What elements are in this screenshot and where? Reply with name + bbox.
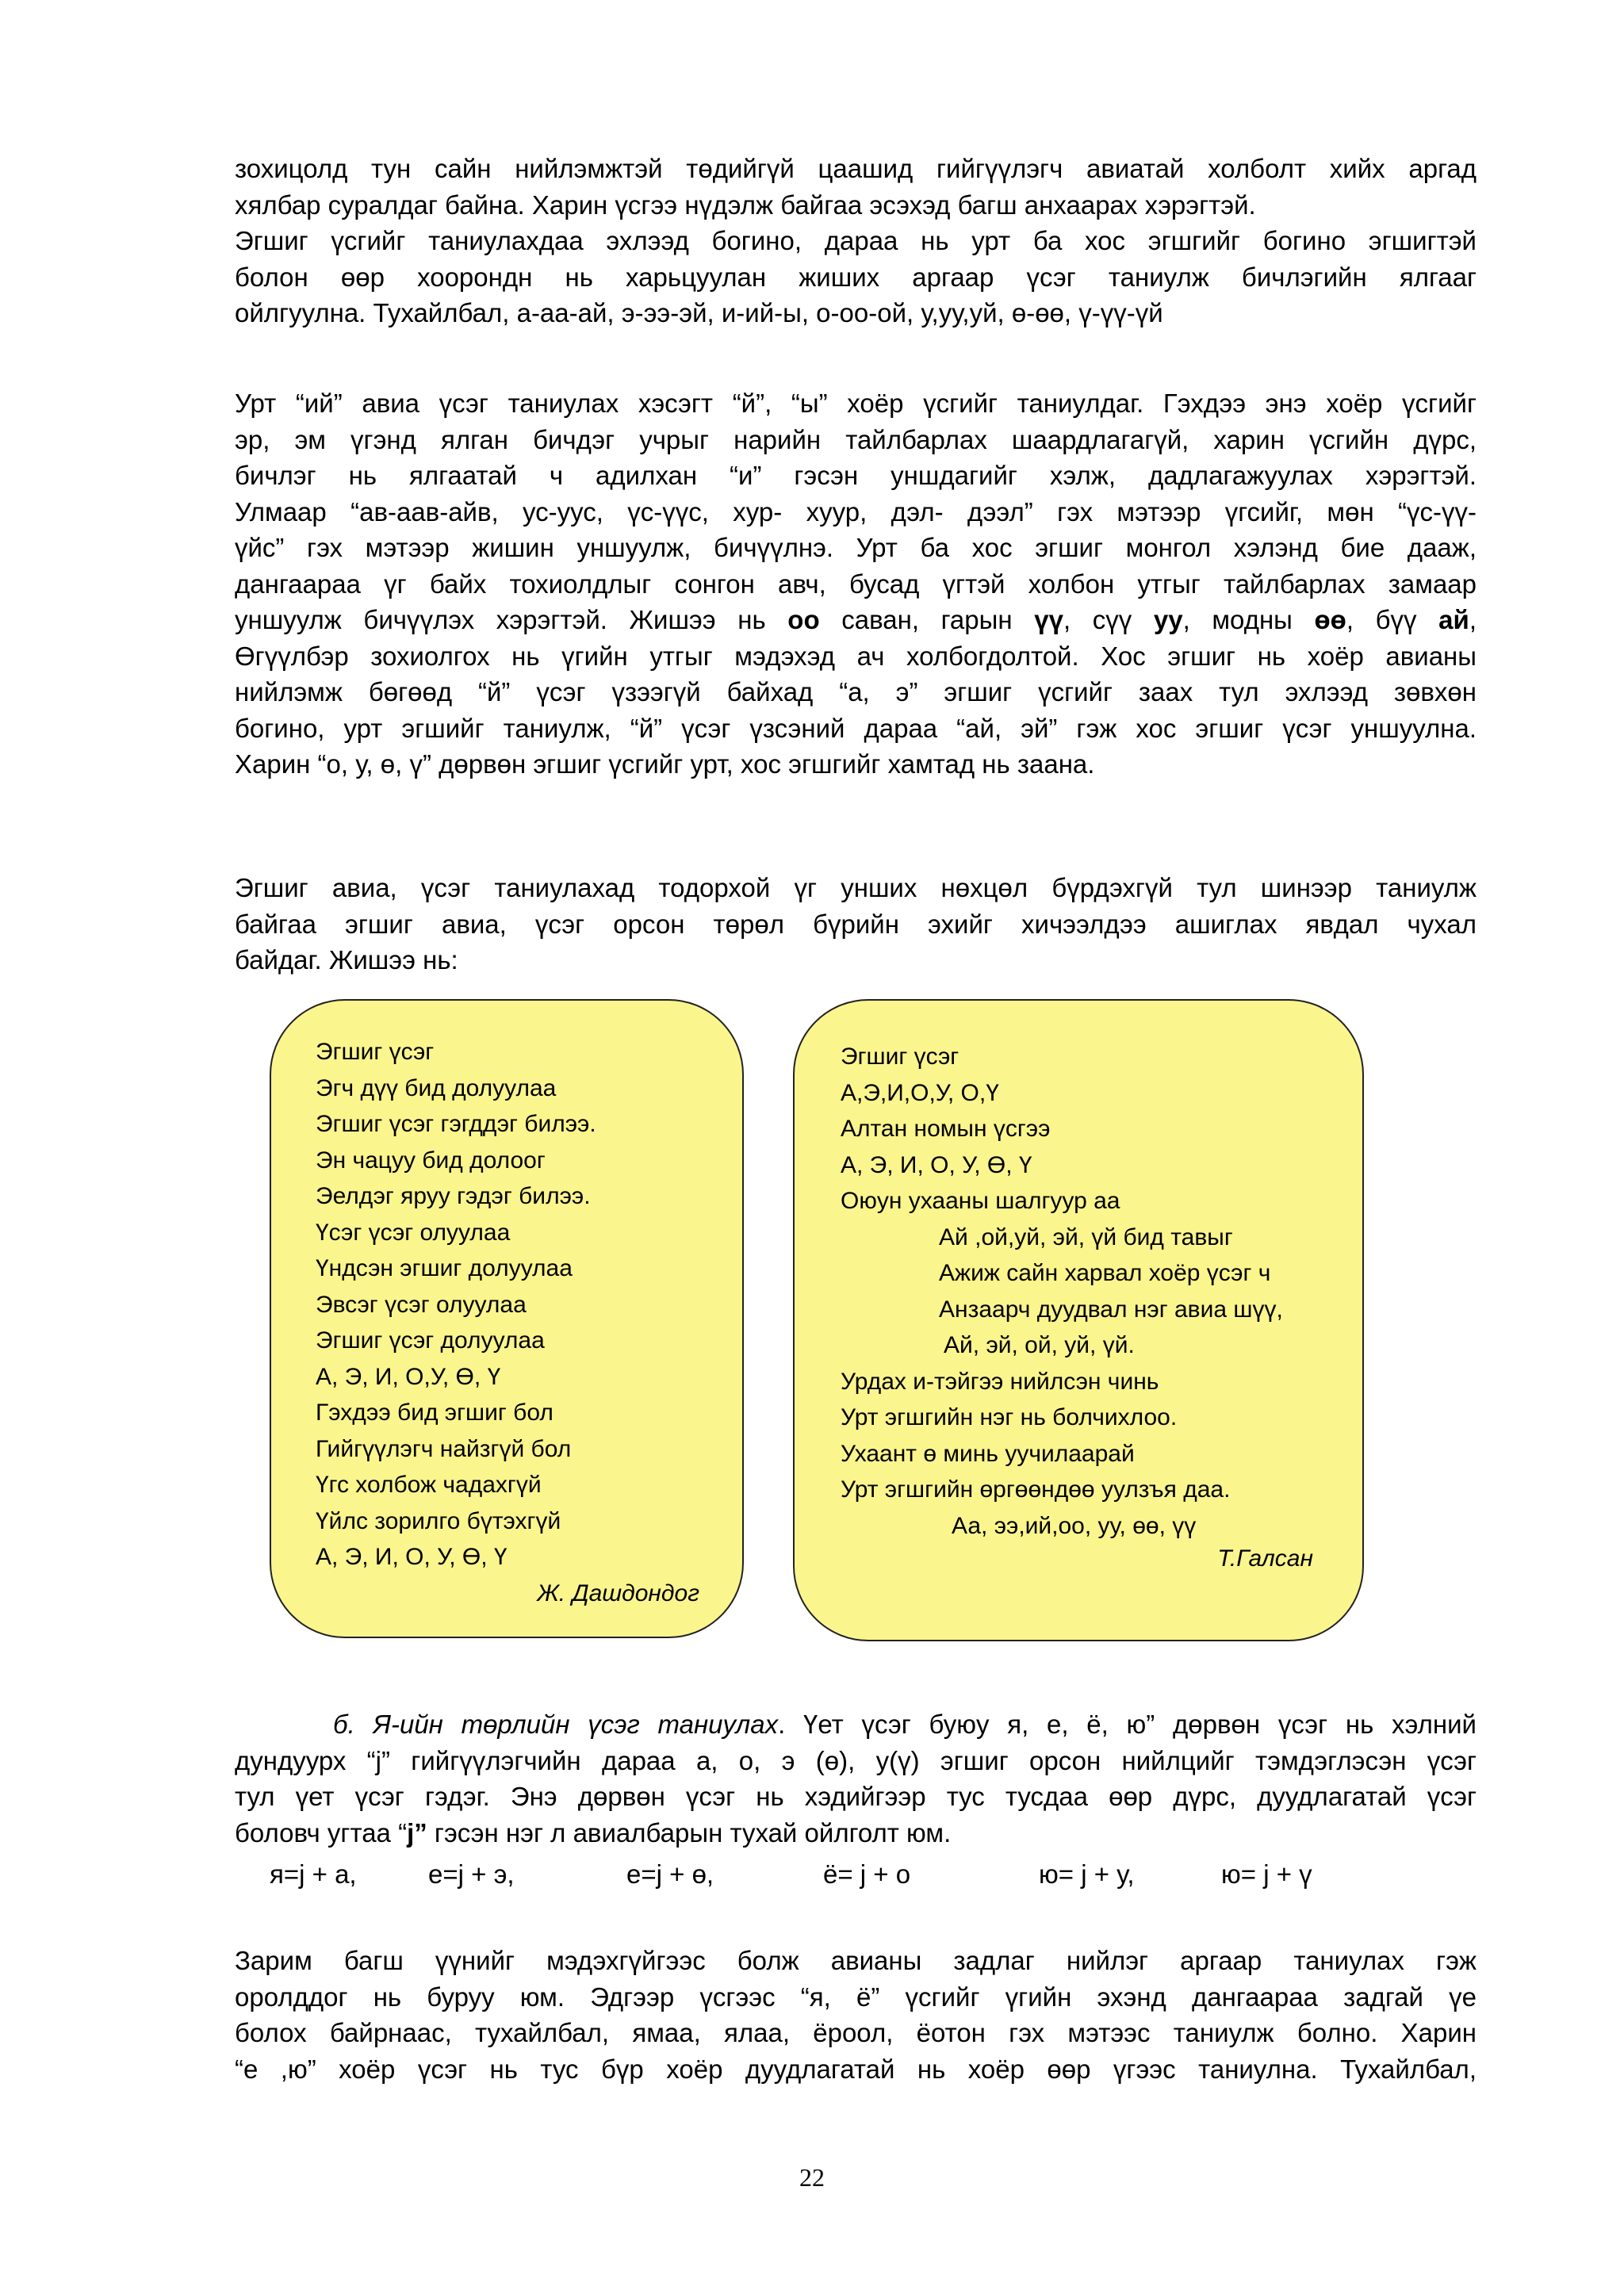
- text-line: Зарим багш үүнийг мэдэхгүйгээс болж авианы задлаг нийлэг аргаар таниулах гэж: [235, 1946, 1477, 1975]
- poem-line: Үйлс зорилго бүтэхгүй: [316, 1507, 561, 1534]
- text-line: [235, 1815, 1477, 1851]
- text-line: Харин “о, у, ө, ү” дөрвөн эгшиг үсгийг урт, хос эгшгийг хамтад нь заана.: [235, 749, 1095, 779]
- text-line: Улмаар “ав-аав-айв, ус-уус, үс-үүс, хур- хуур, дэл- дээл” гэх мэтээр үгсийг, мөн “үс-үү-: [235, 496, 1477, 527]
- poem-line: Анзаарч дуудвал нэг авиа шүү,: [939, 1296, 1283, 1323]
- paragraph-2: [235, 385, 1477, 783]
- poem-line: Ухаант ө минь уучилаарай: [841, 1440, 1135, 1467]
- poem-line: Үсэг үсэг олуулаа: [316, 1219, 511, 1246]
- text-run: боловч угтаа “: [235, 1817, 408, 1848]
- equation: я=j + а,: [270, 1859, 357, 1889]
- bold-word: уу: [1153, 605, 1183, 634]
- poem-line: Эгч дүү бид долуулаа: [316, 1074, 557, 1101]
- poem-line: Үгс холбож чадахгүй: [316, 1472, 542, 1498]
- poem-line: А, Э, И, О, У, Ө, Ү: [841, 1151, 1032, 1178]
- text-line: Урт “ий” авиа үсэг таниулах хэсэгт “й”, “ы” хоёр үсгийг таниулдаг. Гэхдээ энэ хоёр үсгийг: [235, 389, 1477, 418]
- text-run: , сүү: [1063, 605, 1154, 634]
- poem-line: Аа, ээ,ий,оо, уу, өө, үү: [952, 1512, 1197, 1539]
- text-line: [235, 602, 1477, 638]
- bold-letter: j”: [407, 1817, 427, 1848]
- paragraph-3: [235, 870, 1477, 978]
- text-line: [235, 1706, 1477, 1743]
- text-line: Эгшиг үсгийг таниулахдаа эхлээд богино, дараа нь урт ба хос эгшгийг богино эгшигтэй: [235, 226, 1477, 255]
- bold-word: өө: [1314, 605, 1346, 634]
- poem-line: Ай, эй, ой, уй, үй.: [944, 1332, 1135, 1358]
- text-line: Өгүүлбэр зохиолгох нь үгийн утгыг мэдэхэд ач холбогдолтой. Хос эгшиг нь хоёр авианы: [235, 641, 1477, 671]
- poem-line: Эелдэг яруу гэдэг билээ.: [316, 1183, 591, 1209]
- paragraph-4: [235, 1706, 1477, 1851]
- poem-line: Гэхдээ бид эгшиг бол: [316, 1400, 553, 1426]
- text-line: хялбар суралдаг байна. Харин үсгээ нүдэлж байгаа эсэхэд багш анхаарах хэрэгтэй.: [235, 190, 1256, 220]
- poem-author: Ж. Дашдондог: [537, 1580, 699, 1606]
- bold-word: оо: [787, 605, 820, 634]
- text-line: Эгшиг авиа, үсэг таниулахад тодорхой үг унших нөхцөл бүрдэхгүй тул шинээр таниулж: [235, 873, 1477, 902]
- poem-line: Алтан номын үсгээ: [841, 1116, 1051, 1142]
- text-line: байдаг. Жишээ нь:: [235, 945, 458, 975]
- text-line: “е ,ю” хоёр үсэг нь тус бүр хоёр дуудлагатай нь хоёр өөр үгээс таниулна. Тухайлбал,: [235, 2054, 1477, 2084]
- text-run: . Үет үсэг буюу я, е, ё, ю” дөрвөн үсэг нь хэлний: [778, 1710, 1477, 1739]
- equation: е=j + ө,: [626, 1859, 714, 1889]
- poem-line: Эгшиг үсэг гэгддэг билээ.: [316, 1111, 596, 1137]
- text-line: дангаараа үг байх тохиолдлыг сонгон авч, бусад үгтэй холбон утгыг тайлбарлах замаар: [235, 569, 1477, 599]
- text-run: гэсэн нэг л авиалбарын тухай ойлголт юм.: [427, 1817, 952, 1848]
- poem-line: Ай ,ой,уй, эй, үй бид тавыг: [939, 1223, 1233, 1250]
- poem-line: Урт эгшгийн нэг нь болчихлоо.: [841, 1404, 1178, 1430]
- paragraph-5: [235, 1943, 1477, 2087]
- text-line: зохицолд тун сайн нийлэмжтэй төдийгүй цаашид гийгүүлэгч авиатай холболт хийх аргад: [235, 154, 1477, 183]
- text-line: богино, урт эгшийг таниулж, “й” үсэг үзсэний дараа “ай, эй” гэж хос эгшиг үсэг уншуулна.: [235, 713, 1477, 743]
- text-line: тул үет үсэг гэдэг. Энэ дөрвөн үсэг нь хэдийгээр тус тусдаа өөр дүрс, дуудлагатай үсэг: [235, 1782, 1477, 1811]
- text-line: оролддог нь буруу юм. Эдгээр үсгээс “я, ё” үсгийг үгийн эхэнд дангаараа задгай үе: [235, 1982, 1477, 2012]
- section-heading: б. Я-ийн төрлийн үсэг таниулах: [333, 1710, 779, 1739]
- equation: е=j + э,: [428, 1859, 515, 1889]
- bold-word: үү: [1034, 605, 1063, 634]
- text-run: , модны: [1182, 605, 1315, 634]
- poem-line: А,Э,И,О,У, О,Ү: [841, 1079, 999, 1106]
- poem-line: Урдах и-тэйгээ нийлсэн чинь: [841, 1368, 1159, 1395]
- text-line: байгаа эгшиг авиа, үсэг орсон төрөл бүрийн эхийг хичээлдээ ашиглах явдал чухал: [235, 909, 1477, 939]
- poem-box-galsan: [793, 999, 1364, 1641]
- equation: ю= j + ү: [1221, 1859, 1312, 1889]
- text-line: бичлэг нь ялгаатай ч адилхан “и” гэсэн уншдагийг хэлж, дадлагажуулах хэрэгтэй.: [235, 461, 1477, 490]
- page-number: 22: [799, 2163, 825, 2192]
- bold-word: ай: [1438, 605, 1469, 634]
- text-line: нийлэмж бөгөөд “й” үсэг үзээгүй байхад “а, э” эгшиг үсгийг заах тул эхлээд зөвхөн: [235, 677, 1477, 706]
- poem-line: А, Э, И, О,У, Ө, Ү: [316, 1363, 501, 1390]
- poem-line: Эгшиг үсэг долуулаа: [316, 1327, 545, 1354]
- text-line: болох байрнаас, тухайлбал, ямаа, ялаа, ёроол, ёотон гэх мэтээс таниулж болно. Харин: [235, 2018, 1477, 2047]
- poem-line: Ажиж сайн харвал хоёр үсэг ч: [939, 1260, 1271, 1286]
- text-line: эр, эм үгэнд ялган бичдэг учрыг нарийн тайлбарлах шаардлагагүй, харин үсгийн дүрс,: [235, 424, 1477, 454]
- equation: ю= j + у,: [1039, 1859, 1135, 1889]
- equation: ё= j + о: [823, 1859, 911, 1889]
- text-line: дундуурх “j” гийгүүлэгчийн дараа а, о, э (ө), у(ү) эгшиг орсон нийлцийг тэмдэглэсэн үсэг: [235, 1745, 1477, 1775]
- text-run: уншуулж бичүүлэх хэрэгтэй. Жишээ нь: [235, 605, 788, 634]
- text-line: болон өөр хоорондн нь харьцуулан жиших аргаар үсэг таниулж бичлэгийн ялгааг: [235, 262, 1477, 292]
- poem-line: Гийгүүлэгч найзгүй бол: [316, 1435, 572, 1462]
- text-run: саван, гарын: [819, 605, 1035, 634]
- text-line: ойлгуулна. Тухайлбал, а-аа-ай, э-ээ-эй, и-ий-ы, о-оо-ой, у,уу,уй, ө-өө, ү-үү-үй: [235, 298, 1163, 327]
- poem-line: А, Э, И, О, У, Ө, Ү: [316, 1544, 508, 1570]
- poem-line: Эвсэг үсэг олуулаа: [316, 1291, 527, 1318]
- poem-author: Т.Галсан: [1217, 1545, 1313, 1572]
- poem-line: Эгшиг үсэг: [316, 1039, 435, 1065]
- poem-line: Урт эгшгийн өргөөндөө уулзъя даа.: [841, 1476, 1231, 1503]
- poem-box-dashdondog: [270, 999, 744, 1638]
- text-run: , бүү: [1346, 605, 1439, 634]
- text-run: ,: [1469, 605, 1477, 634]
- text-line: үйс” гэх мэтээр жишин уншуулж, бичүүлнэ. Урт ба хос эгшиг монгол хэлэнд бие дааж,: [235, 533, 1477, 562]
- poem-line: Оюун ухааны шалгуур аа: [841, 1188, 1120, 1214]
- paragraph-1: [235, 151, 1477, 331]
- poem-line: Эгшиг үсэг: [841, 1043, 959, 1070]
- poem-line: Эн чацуу бид долоог: [316, 1147, 546, 1174]
- poem-line: Үндсэн эгшиг долуулаа: [316, 1255, 573, 1281]
